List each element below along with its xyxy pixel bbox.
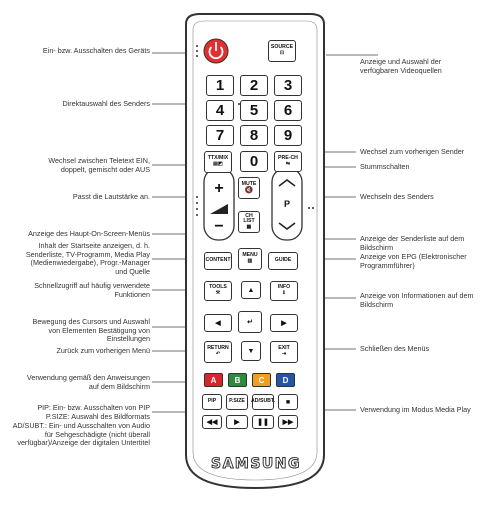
label-teletext: Wechsel zwischen Teletext EIN, doppelt, gemischt oder AUS <box>48 156 150 174</box>
label-content: Inhalt der Startseite anzeigen, d. h. Senderliste, TV-Programm, Media Play (Medienwiedergabe), Progr.-Manager und Quelle <box>25 241 150 276</box>
number-button-0[interactable]: 0 <box>240 151 268 172</box>
pause-icon: ❚❚ <box>257 418 269 426</box>
menu-icon: ▥ <box>247 258 253 264</box>
pause-button[interactable] <box>252 415 274 429</box>
tools-icon: ⚒ <box>215 290 221 296</box>
arrow-up-icon: ▲ <box>247 286 255 294</box>
return-button[interactable] <box>204 341 232 363</box>
color-key-d[interactable]: D <box>276 373 295 387</box>
number-button-8[interactable]: 8 <box>240 125 268 146</box>
chlist-label: CH LIST <box>243 212 255 225</box>
source-label: SOURCE <box>270 44 294 51</box>
enter-button[interactable] <box>238 311 262 333</box>
number-button-1[interactable]: 1 <box>206 75 234 96</box>
label-psize: P.SIZE: Auswahl des Bildformats <box>45 412 150 421</box>
menu-button[interactable] <box>238 248 262 270</box>
number-button-4[interactable]: 4 <box>206 100 234 121</box>
prech-icon: ⇆ <box>285 160 291 167</box>
arrow-right-icon: ▶ <box>281 319 287 327</box>
label-chlist: Anzeige der Senderliste auf dem Bildschirm <box>360 234 465 252</box>
number-button-7[interactable]: 7 <box>206 125 234 146</box>
ad-subt-button[interactable]: AD/SUBT. <box>252 394 274 410</box>
color-key-c[interactable]: C <box>252 373 271 387</box>
label-guide: Anzeige von EPG (Elektronischer Programmführer) <box>360 252 467 270</box>
label-direct: Direktauswahl des Senders <box>62 99 150 108</box>
guide-button[interactable]: GUIDE <box>268 252 298 270</box>
rewind-icon: ◀◀ <box>206 418 218 426</box>
vol-minus[interactable]: − <box>214 218 224 235</box>
source-button[interactable] <box>268 40 296 62</box>
teletext-icon: ▤◩ <box>213 161 223 167</box>
fast-forward-button[interactable] <box>278 415 298 429</box>
cursor-down-button[interactable] <box>241 341 261 361</box>
label-volume: Passt die Lautstärke an. <box>72 192 150 201</box>
label-source: Anzeige und Auswahl der verfügbaren Videoquellen <box>360 57 442 75</box>
channel-down-button[interactable] <box>276 218 298 238</box>
play-icon: ▶ <box>234 418 240 426</box>
vol-plus[interactable]: + <box>214 180 224 197</box>
return-icon: ↶ <box>215 351 221 357</box>
ttx-label: TTX/MIX <box>207 155 229 162</box>
label-adsubt: AD/SUBT.: Ein- und Ausschalten von Audio für Sehgeschädigte (nicht überall verfügbar)/Anzeige der digitalen Untertitel <box>12 421 150 448</box>
prech-label: PRE-CH <box>278 154 298 161</box>
color-key-b[interactable]: B <box>228 373 247 387</box>
arrow-down-icon: ▼ <box>247 347 255 355</box>
cursor-up-button[interactable] <box>241 281 261 299</box>
channel-p-label: P <box>283 199 290 209</box>
label-power: Ein- bzw. Ausschalten des Geräts <box>42 46 150 55</box>
play-button[interactable] <box>226 415 248 429</box>
return-label: RETURN <box>207 345 229 352</box>
samsung-logo: SAMSUNG <box>210 456 301 472</box>
stop-icon: ■ <box>285 398 291 406</box>
info-button[interactable] <box>270 281 298 301</box>
content-button[interactable]: CONTENT <box>204 252 232 270</box>
color-key-a[interactable]: A <box>204 373 223 387</box>
power-button[interactable] <box>204 39 228 63</box>
number-button-5[interactable]: 5 <box>240 100 268 121</box>
info-label: INFO <box>277 284 291 291</box>
exit-label: EXIT <box>278 345 290 352</box>
number-button-3[interactable]: 3 <box>274 75 302 96</box>
menu-label: MENU <box>242 252 258 259</box>
label-menu: Anzeige des Haupt-On-Screen-Menüs <box>28 229 150 238</box>
enter-icon: ↵ <box>247 318 253 326</box>
number-button-6[interactable]: 6 <box>274 100 302 121</box>
rewind-button[interactable] <box>202 415 222 429</box>
speaker-mute-icon: 🔇 <box>244 187 254 195</box>
info-icon: ℹ <box>283 290 285 296</box>
ch-list-button[interactable] <box>238 211 260 233</box>
tools-label: TOOLS <box>209 284 227 291</box>
channel-up-button[interactable] <box>276 172 298 192</box>
list-icon: ▦ <box>246 223 252 230</box>
number-button-9[interactable]: 9 <box>274 125 302 146</box>
label-cursor: Bewegung des Cursors und Auswahl von Elementen Bestätigung von Einstellungen <box>32 317 150 344</box>
pre-ch-button[interactable] <box>274 151 302 172</box>
label-exit: Schließen des Menüs <box>360 344 430 353</box>
stop-button[interactable] <box>278 394 298 410</box>
tools-button[interactable] <box>204 281 232 301</box>
source-icon: ⊡ <box>279 50 285 56</box>
arrow-left-icon: ◀ <box>215 319 221 327</box>
label-channel: Wechseln des Senders <box>360 192 434 201</box>
label-colorkeys: Verwendung gemäß den Anweisungen auf dem Bildschirm <box>26 373 150 391</box>
exit-icon: ⇥ <box>281 351 287 357</box>
cursor-right-button[interactable] <box>270 314 298 332</box>
fast-forward-icon: ▶▶ <box>282 418 294 426</box>
label-mute: Stummschalten <box>360 162 410 171</box>
label-info: Anzeige von Informationen auf dem Bildschirm <box>360 291 474 309</box>
p-size-button[interactable]: P.SIZE <box>226 394 248 410</box>
exit-button[interactable] <box>270 341 298 363</box>
label-pip: PIP: Ein- bzw. Ausschalten von PIP <box>37 403 150 412</box>
mute-button[interactable] <box>238 177 260 199</box>
ttx-mix-button[interactable] <box>204 151 232 173</box>
number-button-2[interactable]: 2 <box>240 75 268 96</box>
label-prech: Wechsel zum vorherigen Sender <box>360 147 465 156</box>
mute-label: MUTE <box>241 180 257 187</box>
label-return: Zurück zum vorherigen Menü <box>56 346 150 355</box>
pip-button[interactable]: PIP <box>202 394 222 410</box>
label-tools: Schnellzugriff auf häufig verwendete Funktionen <box>34 281 150 299</box>
label-mediaplay: Verwendung im Modus Media Play <box>360 405 471 414</box>
cursor-left-button[interactable] <box>204 314 232 332</box>
